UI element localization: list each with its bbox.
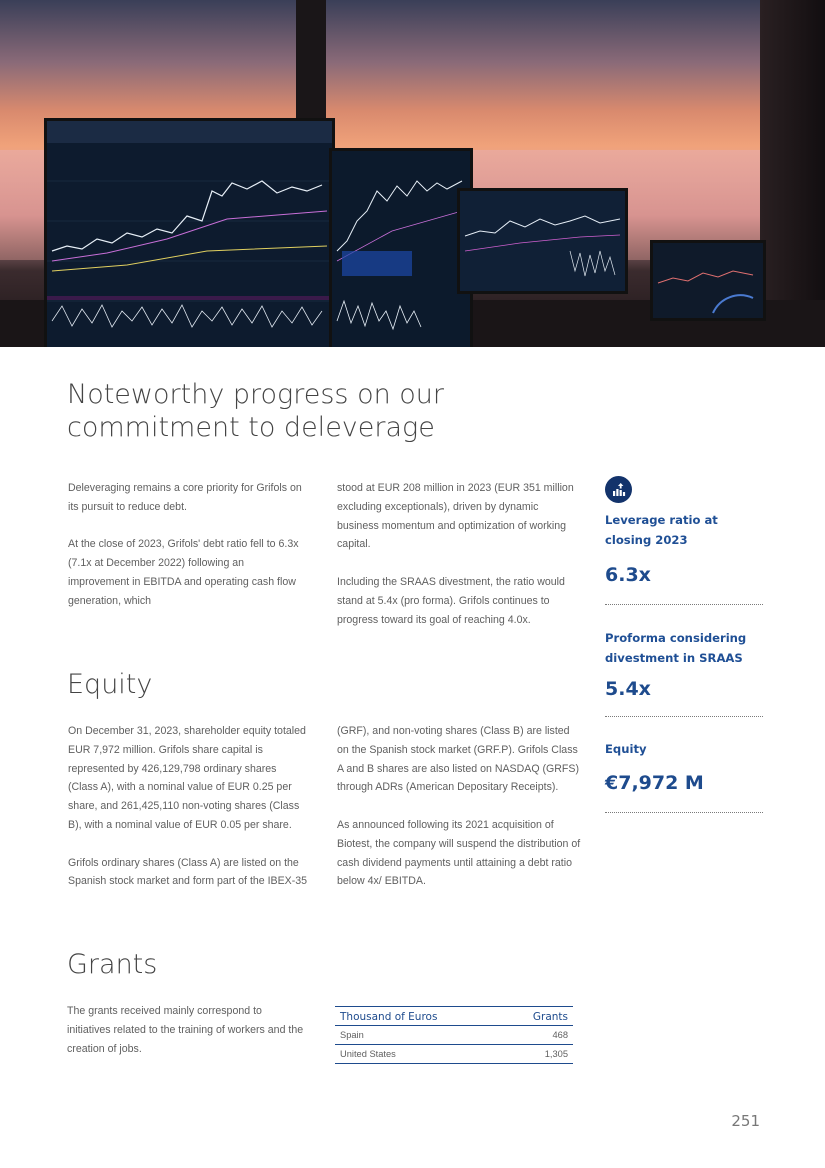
paragraph: As announced following its 2021 acquisition of Biotest, the company will suspend the distribution of cash dividend payments until attaining a debt ratio below 4x/ EBITDA. bbox=[337, 818, 581, 888]
kpi-value-proforma: 5.4x bbox=[605, 678, 651, 700]
table-row bbox=[335, 1045, 573, 1064]
paragraph: (GRF), and non-voting shares (Class B) are listed on the Spanish stock market (GRF.P). Grifols Class A and B shares are also listed on NASDAQ (GRFS) through ADRs (American Depositary Receipts). bbox=[337, 725, 579, 794]
section-title-equity: Equity bbox=[67, 669, 153, 700]
table-header-cell: Grants bbox=[503, 1007, 573, 1026]
grants-text-column bbox=[67, 1002, 307, 1077]
kpi-label-equity: Equity bbox=[605, 742, 647, 756]
table-header-cell: Thousand of Euros bbox=[335, 1007, 503, 1026]
page-number: 251 bbox=[731, 1112, 760, 1130]
equity-column-1 bbox=[68, 722, 308, 910]
kpi-value-equity: €7,972 M bbox=[605, 771, 704, 794]
table-row bbox=[335, 1026, 573, 1045]
kpi-sidebar bbox=[605, 476, 763, 813]
hero-laptop bbox=[457, 188, 628, 294]
kpi-label-leverage: Leverage ratio at closing 2023 bbox=[605, 513, 718, 547]
equity-column-2 bbox=[337, 722, 582, 910]
divider bbox=[605, 812, 763, 813]
kpi-label-proforma: Proforma considering divestment in SRAAS bbox=[605, 631, 747, 665]
paragraph: stood at EUR 208 million in 2023 (EUR 351 million excluding exceptionals), driven by dynamic business momentum and optimization of working capital. bbox=[337, 482, 574, 551]
kpi-value-leverage: 6.3x bbox=[605, 564, 651, 586]
paragraph: On December 31, 2023, shareholder equity totaled EUR 7,972 million. Grifols share capital is represented by 426,129,798 ordinary shares (Class A), with a nominal value of EUR 0.25 per share, and 261,425,110 non-voting shares (Class B), with a nominal value of EUR 0.05 per share. bbox=[68, 725, 306, 831]
hero-monitor-left bbox=[44, 118, 335, 347]
paragraph: Deleveraging remains a core priority for Grifols on its pursuit to reduce debt. bbox=[68, 482, 302, 513]
paragraph: Grifols ordinary shares (Class A) are listed on the Spanish stock market and form part of the IBEX-35 bbox=[68, 856, 308, 888]
table-cell: 468 bbox=[503, 1026, 573, 1045]
table-cell: United States bbox=[335, 1045, 503, 1064]
bar-chart-up-icon bbox=[605, 476, 632, 503]
paragraph: Including the SRAAS divestment, the ratio would stand at 5.4x (pro forma). Grifols continues to progress toward its goal of reaching 4.0x. bbox=[337, 575, 565, 626]
table-header-row bbox=[335, 1007, 573, 1026]
deleverage-column-1 bbox=[68, 479, 308, 629]
hero-monitor-center bbox=[329, 148, 473, 347]
paragraph: At the close of 2023, Grifols' debt ratio fell to 6.3x (7.1x at December 2022) following an improvement in EBITDA and operating cash flow generation, which bbox=[68, 538, 299, 607]
hero-photo bbox=[0, 0, 825, 347]
table-cell: Spain bbox=[335, 1026, 503, 1045]
table-cell: 1,305 bbox=[503, 1045, 573, 1064]
grants-table bbox=[335, 1006, 573, 1064]
section-title-grants: Grants bbox=[67, 949, 158, 980]
hero-window-frame bbox=[296, 0, 326, 120]
paragraph: The grants received mainly correspond to initiatives related to the training of workers and the creation of jobs. bbox=[67, 1005, 304, 1055]
hero-tablet bbox=[650, 240, 766, 321]
hero-window-frame-right bbox=[760, 0, 825, 347]
section-title-deleverage: Noteworthy progress on our commitment to deleverage bbox=[67, 379, 445, 443]
deleverage-column-2 bbox=[337, 479, 582, 648]
